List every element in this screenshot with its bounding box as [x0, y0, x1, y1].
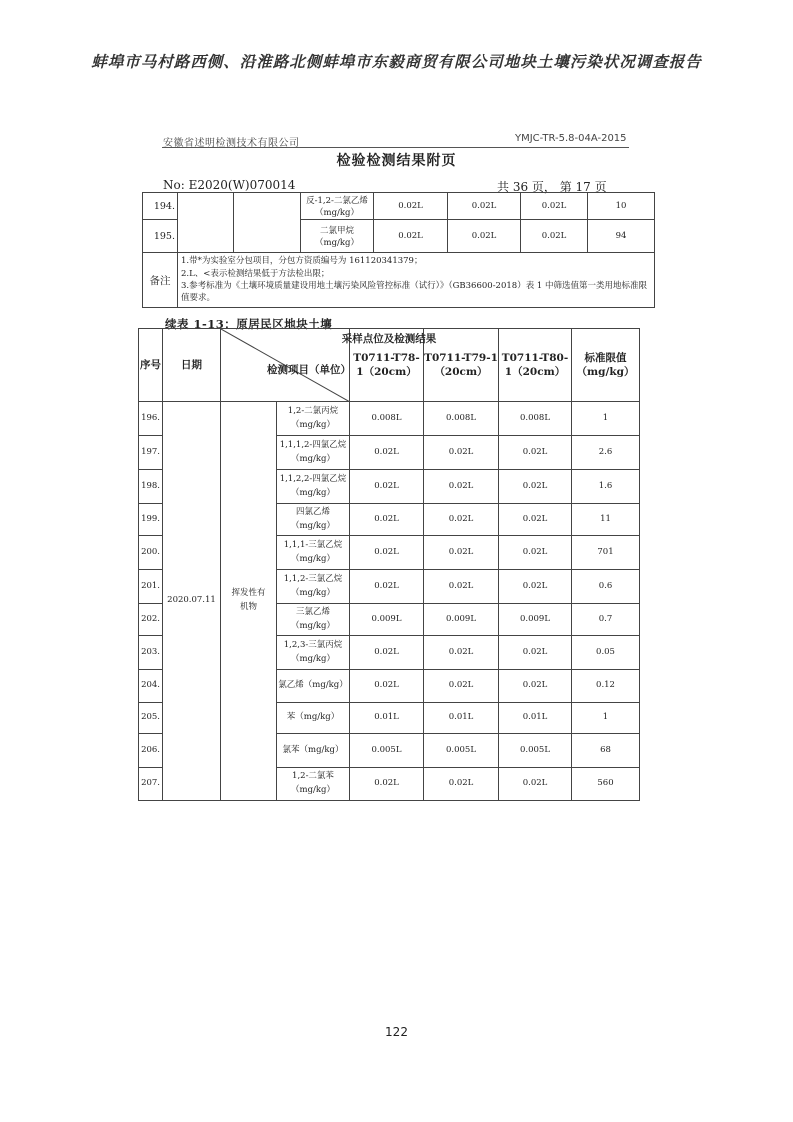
result-value: 0.02L [448, 220, 521, 253]
result-value: 0.02L [448, 193, 521, 220]
result-value: 0.02L [424, 570, 499, 604]
header-test-item: 检测项目（单位） [267, 364, 351, 376]
test-item: 1,2-二氯丙烷（mg/kg） [277, 402, 350, 436]
limit-value: 1.6 [572, 470, 640, 504]
row-number: 203. [139, 636, 163, 670]
row-number: 194. [143, 193, 178, 220]
col-header-sample-2: T0711-T79-1（20cm） [424, 329, 499, 402]
result-value: 0.02L [499, 504, 572, 536]
row-number: 196. [139, 402, 163, 436]
result-value: 0.01L [350, 703, 424, 734]
notes-content [178, 253, 655, 308]
result-value: 0.02L [499, 636, 572, 670]
category-cell [234, 193, 301, 253]
test-item: 苯（mg/kg） [277, 703, 350, 734]
result-value: 0.008L [499, 402, 572, 436]
result-value: 0.008L [424, 402, 499, 436]
header-sampling-points: 采样点位及检测结果 [341, 333, 437, 345]
limit-value: 0.6 [572, 570, 640, 604]
header-row [139, 329, 640, 402]
limit-value: 2.6 [572, 436, 640, 470]
limit-value: 0.05 [572, 636, 640, 670]
result-value: 0.008L [350, 402, 424, 436]
date-cell: 2020.07.11 [163, 402, 221, 801]
limit-value: 1 [572, 402, 640, 436]
result-value: 0.01L [499, 703, 572, 734]
result-value: 0.02L [499, 768, 572, 801]
limit-value: 0.7 [572, 604, 640, 636]
result-value: 0.02L [350, 504, 424, 536]
report-title: 蚌埠市马村路西侧、沿淮路北侧蚌埠市东毅商贸有限公司地块土壤污染状况调查报告 [91, 52, 702, 71]
document-code: YMJC-TR-5.8-04A-2015 [515, 133, 627, 144]
col-header-date: 日期 [163, 329, 221, 402]
result-value: 0.02L [424, 670, 499, 703]
lab-name: 安徽省述明检测技术有限公司 [163, 138, 300, 149]
row-number: 201. [139, 570, 163, 604]
result-value: 0.02L [424, 470, 499, 504]
result-value: 0.02L [499, 470, 572, 504]
result-value: 0.005L [499, 734, 572, 768]
result-value: 0.02L [521, 193, 588, 220]
limit-value: 0.12 [572, 670, 640, 703]
result-value: 0.02L [350, 670, 424, 703]
result-value: 0.02L [374, 220, 448, 253]
result-value: 0.02L [350, 470, 424, 504]
result-value: 0.02L [374, 193, 448, 220]
page-count: 共 36 页， 第 17 页 [497, 180, 607, 194]
result-value: 0.009L [499, 604, 572, 636]
result-value: 0.005L [424, 734, 499, 768]
result-value: 0.02L [499, 670, 572, 703]
limit-value: 10 [588, 193, 655, 220]
category-cell: 挥发性有机物 [221, 402, 277, 801]
note-line: 2.L、<表示检测结果低于方法检出限； [181, 268, 330, 279]
row-number: 197. [139, 436, 163, 470]
row-number: 200. [139, 536, 163, 570]
result-value: 0.02L [350, 536, 424, 570]
limit-value: 1 [572, 703, 640, 734]
notes-label: 备注 [143, 253, 178, 308]
results-table-part1 [142, 192, 655, 308]
notes-row [143, 253, 655, 308]
col-header-sample-3: T0711-T80-1（20cm） [499, 329, 572, 402]
col-header-sample-1: T0711-T78-1（20cm） [350, 329, 424, 402]
date-cell [178, 193, 234, 253]
results-table-part2 [138, 328, 640, 801]
result-value: 0.005L [350, 734, 424, 768]
test-item: 氯乙烯（mg/kg） [277, 670, 350, 703]
test-item: 反-1,2-二氯乙烯（mg/kg） [301, 193, 374, 220]
row-number: 202. [139, 604, 163, 636]
test-item: 1,1,1,2-四氯乙烷（mg/kg） [277, 436, 350, 470]
test-item: 二氯甲烷（mg/kg） [301, 220, 374, 253]
result-value: 0.01L [424, 703, 499, 734]
result-value: 0.02L [424, 636, 499, 670]
row-number: 195. [143, 220, 178, 253]
result-value: 0.02L [499, 436, 572, 470]
table-caption: 续表 1-13：原居民区地块土壤 [165, 317, 333, 331]
table-row [139, 402, 640, 436]
result-value: 0.02L [350, 570, 424, 604]
page-heading: 检验检测结果附页 [336, 153, 457, 169]
result-value: 0.02L [424, 436, 499, 470]
row-number: 198. [139, 470, 163, 504]
result-value: 0.009L [424, 604, 499, 636]
result-value: 0.02L [350, 768, 424, 801]
report-number: No: E2020(W)070014 [163, 178, 296, 192]
col-header-limit: 标准限值（mg/kg） [572, 329, 640, 402]
col-header-no: 序号 [139, 329, 163, 402]
limit-value: 68 [572, 734, 640, 768]
limit-value: 560 [572, 768, 640, 801]
result-value: 0.02L [499, 536, 572, 570]
test-item: 1,2,3-三氯丙烷（mg/kg） [277, 636, 350, 670]
test-item: 1,1,2,2-四氯乙烷（mg/kg） [277, 470, 350, 504]
result-value: 0.02L [499, 570, 572, 604]
note-line: 1.带*为实验室分包项目，分包方资质编号为 161120341379； [181, 256, 423, 267]
note-line: 3.参考标准为《土壤环境质量建设用地土壤污染风险管控标准（试行）》（GB36600-2018）表 1 中筛选值第一类用地标准限值要求。 [181, 281, 648, 304]
row-number: 206. [139, 734, 163, 768]
row-number: 199. [139, 504, 163, 536]
result-value: 0.02L [424, 504, 499, 536]
row-number: 204. [139, 670, 163, 703]
limit-value: 701 [572, 536, 640, 570]
result-value: 0.02L [424, 768, 499, 801]
result-value: 0.02L [521, 220, 588, 253]
test-item: 三氯乙烯（mg/kg） [277, 604, 350, 636]
table-row [143, 193, 655, 220]
result-value: 0.009L [350, 604, 424, 636]
page-number: 122 [385, 1025, 408, 1039]
result-value: 0.02L [350, 636, 424, 670]
test-item: 1,1,1-三氯乙烷（mg/kg） [277, 536, 350, 570]
header-rule [162, 147, 629, 148]
row-number: 205. [139, 703, 163, 734]
test-item: 1,1,2-三氯乙烷（mg/kg） [277, 570, 350, 604]
result-value: 0.02L [350, 436, 424, 470]
test-item: 1,2-二氯苯（mg/kg） [277, 768, 350, 801]
limit-value: 11 [572, 504, 640, 536]
test-item: 氯苯（mg/kg） [277, 734, 350, 768]
row-number: 207. [139, 768, 163, 801]
test-item: 四氯乙烯（mg/kg） [277, 504, 350, 536]
result-value: 0.02L [424, 536, 499, 570]
limit-value: 94 [588, 220, 655, 253]
